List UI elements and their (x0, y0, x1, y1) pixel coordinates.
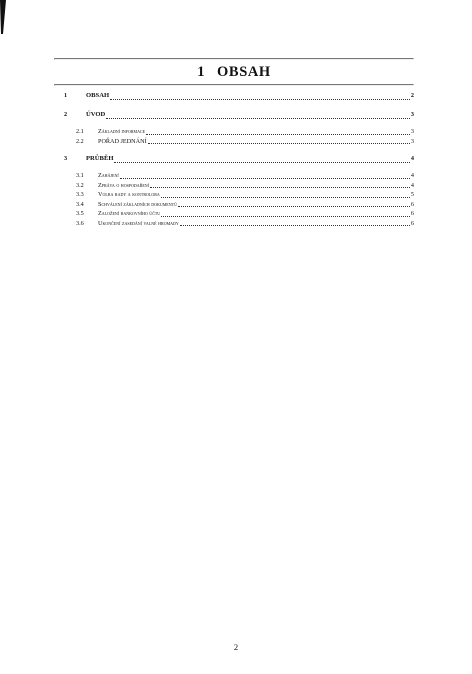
toc-entry-title: ÚVOD (86, 111, 106, 118)
toc-entry-page: 3 (410, 128, 414, 135)
toc-dot-leader (120, 177, 410, 179)
toc-dot-leader (110, 98, 410, 100)
toc-entry-number: 3.1 (76, 172, 84, 179)
toc-entry-number: 2 (64, 111, 68, 118)
toc-entry-page: 2 (410, 92, 414, 99)
toc-entry-page: 3 (410, 137, 414, 145)
toc-section-entry[interactable] (64, 111, 414, 121)
toc-entry-title: Založení bankovního účtu (98, 210, 161, 217)
toc-entry-title: OBSAH (86, 92, 110, 99)
toc-subsection-entry[interactable] (64, 210, 414, 219)
toc-entry-title: Zpráva o hospodaření (98, 181, 150, 189)
toc-entry-title: Volba rady a kontrolora (98, 191, 160, 198)
page-number: 2 (233, 642, 239, 652)
toc-entry-number: 3.2 (76, 181, 84, 189)
toc-entry-number: 1 (64, 92, 68, 99)
toc-entry-number: 3 (64, 155, 68, 162)
toc-dot-leader (114, 161, 409, 163)
toc-subsection-entry[interactable] (64, 182, 414, 191)
toc-entry-number: 2.1 (76, 128, 84, 135)
toc-entry-title: Základní informace (98, 128, 146, 135)
toc-subsection-entry[interactable] (64, 128, 414, 137)
toc-subsection-entry[interactable] (64, 138, 414, 147)
toc-entry-page: 3 (410, 111, 414, 118)
page-title-number: 1 (197, 64, 206, 80)
toc-dot-leader (106, 117, 410, 119)
toc-dot-leader (161, 196, 410, 198)
toc-subsection-entry[interactable] (64, 172, 414, 181)
toc-entry-number: 3.5 (76, 210, 84, 217)
toc-entry-number: 3.6 (76, 219, 84, 227)
toc-entry-page: 4 (410, 181, 414, 189)
toc-dot-leader (178, 205, 410, 207)
toc-section-entry[interactable] (64, 92, 414, 102)
toc-heading-block (54, 58, 414, 86)
toc-entry-number: 3.3 (76, 191, 84, 198)
table-of-contents (64, 92, 414, 228)
toc-entry-title: POŘAD JEDNÁNÍ (98, 137, 147, 145)
toc-subsection-entry[interactable] (64, 191, 414, 200)
toc-entry-number: 3.4 (76, 200, 84, 208)
toc-entry-title: PRŮBĚH (86, 155, 114, 162)
toc-dot-leader (150, 186, 410, 188)
toc-entry-page: 6 (410, 219, 414, 227)
heading-rule-bottom (54, 84, 414, 86)
toc-subsection-entry[interactable] (64, 201, 414, 210)
toc-entry-title: Zahájení (98, 172, 119, 179)
toc-subsection-entry[interactable] (64, 220, 414, 229)
toc-entry-page: 4 (410, 172, 414, 179)
page-title-text: OBSAH (217, 64, 271, 80)
toc-section-entry[interactable] (64, 155, 414, 165)
toc-entry-number: 2.2 (76, 137, 84, 145)
toc-dot-leader (146, 133, 410, 135)
scan-edge-mark (0, 0, 10, 40)
toc-entry-title: Schválení základních dokumentů (98, 200, 177, 208)
toc-entry-page: 6 (410, 200, 414, 208)
toc-entry-title: Ukončení zasedání valné hromady (98, 219, 179, 227)
toc-dot-leader (180, 224, 410, 226)
toc-entry-page: 6 (410, 210, 414, 217)
toc-entry-page: 4 (410, 155, 414, 162)
page-title (54, 60, 414, 84)
toc-dot-leader (161, 215, 410, 217)
toc-entry-page: 5 (410, 191, 414, 198)
toc-dot-leader (148, 142, 410, 144)
